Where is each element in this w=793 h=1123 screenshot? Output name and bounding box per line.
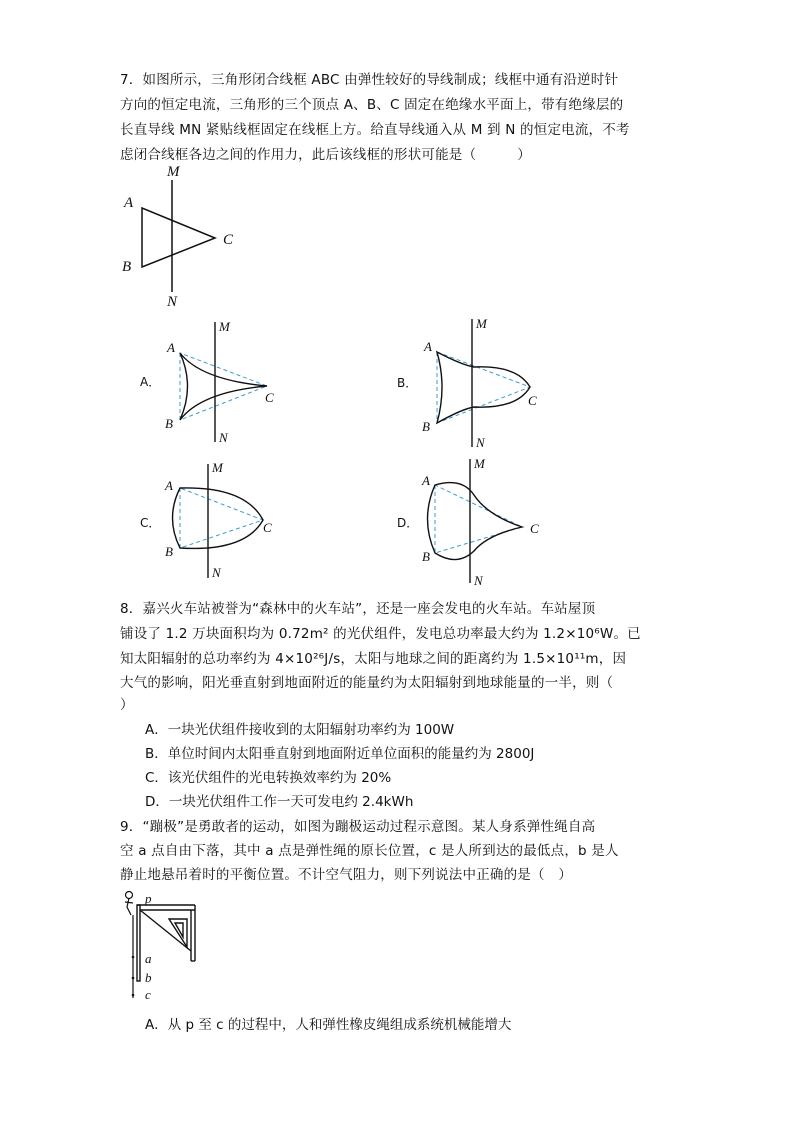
option-d-label: D．: [397, 516, 419, 530]
svg-text:N: N: [212, 565, 221, 580]
svg-text:M: M: [474, 456, 485, 471]
label-n: N: [167, 294, 178, 310]
label-a-point: a: [145, 951, 152, 966]
q7-line-4: 虑闭合线框各边之间的作用力，此后该线框的形状可能是（ ）: [120, 147, 531, 163]
q8-line-2: 铺设了 1.2 万块面积均为 0.72m² 的光伏组件，发电总功率最大约为 1.2×10⁶W。已: [120, 626, 641, 642]
svg-text:C: C: [528, 393, 537, 408]
option-b-label: B．: [397, 376, 418, 390]
svg-text:C: C: [530, 521, 539, 536]
label-c: C: [223, 232, 234, 248]
q9-line-2: 空 a 点自由下落，其中 a 点是弹性绳的原长位置，c 是人所到达的最低点，b 是人: [120, 843, 619, 859]
svg-text:B: B: [165, 416, 173, 431]
q7-option-d-figure: [392, 455, 562, 590]
q8-line-3: 知太阳辐射的总功率约为 4×10²⁶J/s，太阳与地球之间的距离约为 1.5×10¹¹m，因: [120, 651, 627, 667]
svg-text:N: N: [476, 435, 485, 450]
svg-text:C: C: [265, 390, 274, 405]
q9-line-1: 9．“蹦极”是勇敢者的运动，如图为蹦极运动过程示意图。某人身系弹性绳自高: [120, 819, 596, 835]
q7-main-figure: [115, 160, 255, 310]
label-b-point: b: [145, 970, 152, 985]
svg-text:B: B: [422, 419, 430, 434]
q9-bungee-figure: [115, 885, 215, 1005]
svg-text:A: A: [165, 478, 173, 493]
svg-text:A: A: [424, 339, 432, 354]
jumper-icon: [125, 892, 133, 916]
svg-text:M: M: [476, 316, 487, 331]
q8-option-c: C．该光伏组件的光电转换效率约为 20%: [145, 770, 392, 786]
svg-text:A: A: [422, 473, 430, 488]
q7-option-b-figure: [392, 315, 562, 450]
q8-line-5: ）: [120, 697, 134, 713]
q8-option-d: D．一块光伏组件工作一天可发电约 2.4kWh: [145, 794, 414, 810]
q8-line-4: 大气的影响，阳光垂直射到地面附近的能量约为太阳辐射到地球能量的一半，则（: [120, 675, 614, 691]
q7-line-3: 长直导线 MN 紧贴线框固定在线框上方。给直导线通入从 M 到 N 的恒定电流，不考: [120, 122, 630, 138]
svg-text:B: B: [165, 544, 173, 559]
label-c-point: c: [145, 987, 151, 1002]
option-c-label: C．: [140, 516, 161, 530]
q7-line-1: 7．如图所示，三角形闭合线框 ABC 由弹性较好的导线制成；线框中通有沿逆时针: [120, 72, 619, 88]
q7-option-a-figure: [135, 318, 295, 448]
q7-line-2: 方向的恒定电流，三角形的三个顶点 A、B、C 固定在绝缘水平面上，带有绝缘层的: [120, 97, 624, 113]
q9-option-a: A．从 p 至 c 的过程中，人和弹性橡皮绳组成系统机械能增大: [145, 1017, 512, 1033]
q7-option-c-figure: [135, 460, 295, 582]
q8-option-b: B．单位时间内太阳垂直射到地面附近单位面积的能量约为 2800J: [145, 746, 535, 762]
label-a: A: [124, 195, 134, 211]
svg-text:B: B: [422, 549, 430, 564]
svg-text:N: N: [474, 573, 483, 588]
label-m: M: [167, 164, 180, 180]
q9-line-3: 静止地悬吊着时的平衡位置。不计空气阻力，则下列说法中正确的是（ ）: [120, 867, 573, 883]
option-a-label: A．: [140, 375, 161, 389]
svg-text:C: C: [263, 520, 272, 535]
label-b: B: [122, 259, 132, 275]
svg-text:N: N: [219, 430, 228, 445]
q8-option-a: A．一块光伏组件接收到的太阳辐射功率约为 100W: [145, 722, 455, 738]
label-p: p: [145, 891, 152, 906]
svg-text:M: M: [212, 460, 223, 475]
svg-text:M: M: [219, 319, 230, 334]
svg-text:A: A: [167, 340, 175, 355]
q8-line-1: 8．嘉兴火车站被誉为“森林中的火车站”，还是一座会发电的火车站。车站屋顶: [120, 601, 596, 617]
